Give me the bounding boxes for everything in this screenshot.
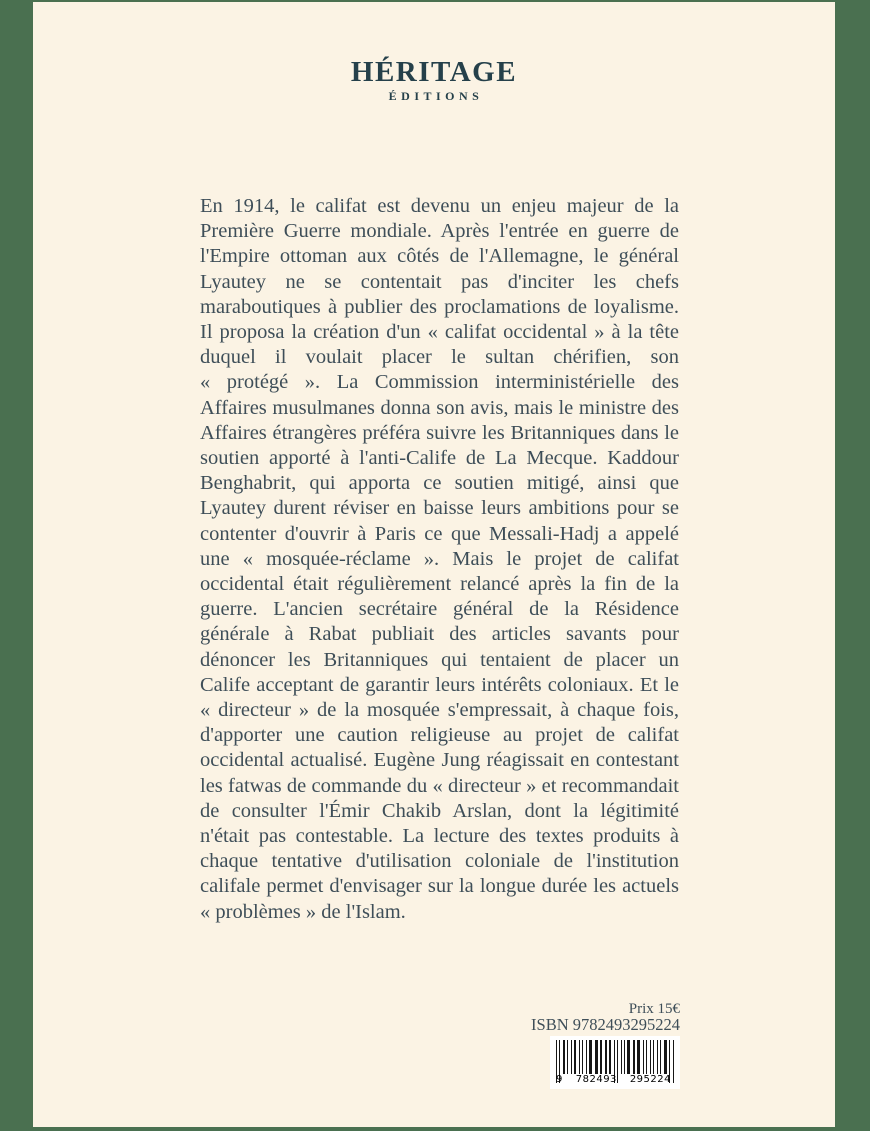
publisher-logo: [33, 58, 835, 102]
barcode: [550, 1036, 680, 1089]
barcode-first-digit: 9: [556, 1074, 563, 1085]
book-back-cover: [33, 2, 835, 1127]
synopsis-text: En 1914, le califat est devenu un enjeu majeur de la Première Guerre mondiale. Après l'entrée en guerre de l'Empire ottoman aux côtés de l'Allemagne, le général Lyautey ne se contentait pas d'inciter les chefs maraboutiques à publier des proclamations de loyalisme. Il proposa la création d'un « califat occidental » à la tête duquel il voulait placer le sultan chérifien, son « protégé ». La Commission interministérielle des Affaires musulmanes donna son avis, mais le ministre des Affaires étrangères préféra suivre les Britanniques dans le soutien apporté à l'anti-Calife de La Mecque. Kaddour Benghabrit, qui apporta ce soutien mitigé, ainsi que Lyautey durent réviser en baisse leurs ambitions pour se contenter d'ouvrir à Paris ce que Messali-Hadj a appelé une « mosquée-réclame ». Mais le projet de califat occidental était régulièrement relancé après la fin de la guerre. L'ancien secrétaire général de la Résidence générale à Rabat publiait des articles savants pour dénoncer les Britanniques qui tentaient de placer un Calife acceptant de garantir leurs intérêts coloniaux. Et le « directeur » de la mosquée s'empressait, à chaque fois, d'apporter une caution religieuse au projet de califat occidental actualisé. Eugène Jung réagissait en contestant les fatwas de commande du « directeur » et recommandait de consulter l'Émir Chakib Arslan, dont la légitimité n'était pas contestable. La lecture des textes produits à chaque tentative d'utilisation coloniale de l'institution califale permet d'envisager sur la longue durée les actuels « problèmes » de l'Islam.: [200, 195, 679, 923]
barcode-left-group: 782493: [575, 1074, 617, 1085]
isbn-label: ISBN 9782493295224: [531, 1015, 680, 1034]
publisher-subtitle: ÉDITIONS: [388, 89, 484, 103]
publisher-name: HÉRITAGE: [350, 56, 518, 88]
barcode-digits: [556, 1074, 674, 1085]
barcode-bars: [556, 1040, 674, 1074]
price-label: Prix 15€: [628, 1001, 680, 1017]
colophon: [531, 1002, 680, 1089]
barcode-right-group: 295224: [629, 1074, 671, 1085]
